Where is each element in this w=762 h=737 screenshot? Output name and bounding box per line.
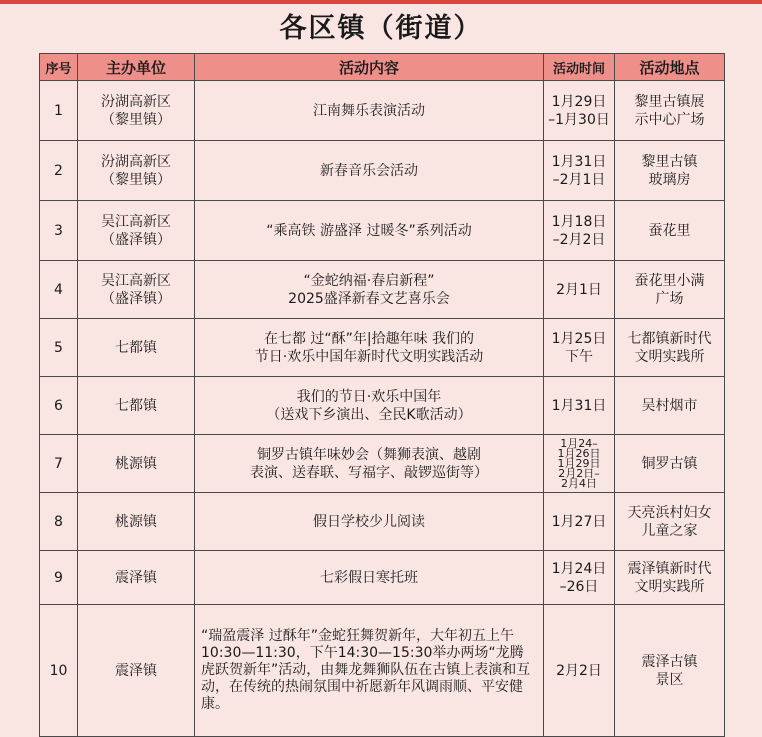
cell-no: 7	[40, 435, 78, 493]
cell-place: 七都镇新时代 文明实践所	[615, 319, 725, 377]
cell-time: 1月25日 下午	[544, 319, 615, 377]
cell-time: 2月2日	[544, 605, 615, 737]
page-title: 各区镇（街道）	[279, 13, 483, 44]
table-row	[40, 377, 725, 435]
cell-place: 震泽镇新时代 文明实践所	[615, 551, 725, 605]
cell-organizer: 桃源镇	[78, 435, 195, 493]
cell-no: 4	[40, 261, 78, 319]
header-organizer: 主办单位	[78, 54, 195, 81]
table-row	[40, 201, 725, 261]
cell-organizer: 震泽镇	[78, 551, 195, 605]
cell-content: “瑞盈震泽 过酥年”金蛇狂舞贺新年，大年初五上午10:30—11:30，下午14:30—15:30举办两场“龙腾虎跃贺新年”活动，由舞龙舞狮队伍在古镇上表演和互动，在传统的热闹氛围中祈愿新年风调雨顺、平安健康。	[195, 605, 544, 737]
header-no: 序号	[40, 54, 78, 81]
table-row	[40, 435, 725, 493]
cell-place: 黎里古镇 玻璃房	[615, 141, 725, 201]
cell-organizer: 七都镇	[78, 319, 195, 377]
cell-content: “乘高铁 游盛泽 过暖冬”系列活动	[195, 201, 544, 261]
cell-no: 10	[40, 605, 78, 737]
header-content: 活动内容	[195, 54, 544, 81]
cell-content: 在七都 过“酥”年|拾趣年味 我们的 节日·欢乐中国年新时代文明实践活动	[195, 319, 544, 377]
cell-place: 蚕花里小满 广场	[615, 261, 725, 319]
cell-place: 黎里古镇展 示中心广场	[615, 81, 725, 141]
table-row	[40, 319, 725, 377]
cell-no: 1	[40, 81, 78, 141]
cell-organizer: 桃源镇	[78, 493, 195, 551]
cell-place: 震泽古镇 景区	[615, 605, 725, 737]
cell-no: 2	[40, 141, 78, 201]
table-row	[40, 493, 725, 551]
header-time: 活动时间	[544, 54, 615, 81]
cell-content: 假日学校少儿阅读	[195, 493, 544, 551]
table-row	[40, 551, 725, 605]
cell-no: 6	[40, 377, 78, 435]
header-place: 活动地点	[615, 54, 725, 81]
cell-time: 2月1日	[544, 261, 615, 319]
table-row	[40, 261, 725, 319]
cell-no: 3	[40, 201, 78, 261]
table-row	[40, 141, 725, 201]
cell-place: 蚕花里	[615, 201, 725, 261]
cell-content: 我们的节日·欢乐中国年 （送戏下乡演出、全民K歌活动）	[195, 377, 544, 435]
cell-content: 铜罗古镇年味妙会（舞狮表演、越剧 表演、送春联、写福字、敲锣巡街等）	[195, 435, 544, 493]
cell-time: 1月18日 –2月2日	[544, 201, 615, 261]
cell-organizer: 七都镇	[78, 377, 195, 435]
cell-no: 8	[40, 493, 78, 551]
cell-content: 江南舞乐表演活动	[195, 81, 544, 141]
cell-organizer: 汾湖高新区 （黎里镇）	[78, 81, 195, 141]
activity-table	[39, 53, 725, 737]
cell-time: 1月31日	[544, 377, 615, 435]
cell-content: “金蛇纳福·春启新程” 2025盛泽新春文艺喜乐会	[195, 261, 544, 319]
cell-content: 七彩假日寒托班	[195, 551, 544, 605]
cell-time: 1月24日 –26日	[544, 551, 615, 605]
cell-time: 1月31日 –2月1日	[544, 141, 615, 201]
cell-organizer: 吴江高新区 （盛泽镇）	[78, 261, 195, 319]
cell-place: 吴村烟市	[615, 377, 725, 435]
table-row	[40, 81, 725, 141]
cell-time: 1月29日 –1月30日	[544, 81, 615, 141]
table-row	[40, 605, 725, 737]
cell-organizer: 汾湖高新区 （黎里镇）	[78, 141, 195, 201]
cell-organizer: 震泽镇	[78, 605, 195, 737]
cell-time: 1月27日	[544, 493, 615, 551]
table-header-row	[40, 54, 725, 81]
cell-time: 1月24– 1月26日 1月29日 2月2日– 2月4日	[544, 435, 615, 493]
cell-no: 9	[40, 551, 78, 605]
cell-place: 铜罗古镇	[615, 435, 725, 493]
cell-organizer: 吴江高新区 （盛泽镇）	[78, 201, 195, 261]
top-accent-strip	[0, 0, 762, 4]
cell-content: 新春音乐会活动	[195, 141, 544, 201]
cell-place: 天亮浜村妇女 儿童之家	[615, 493, 725, 551]
cell-no: 5	[40, 319, 78, 377]
